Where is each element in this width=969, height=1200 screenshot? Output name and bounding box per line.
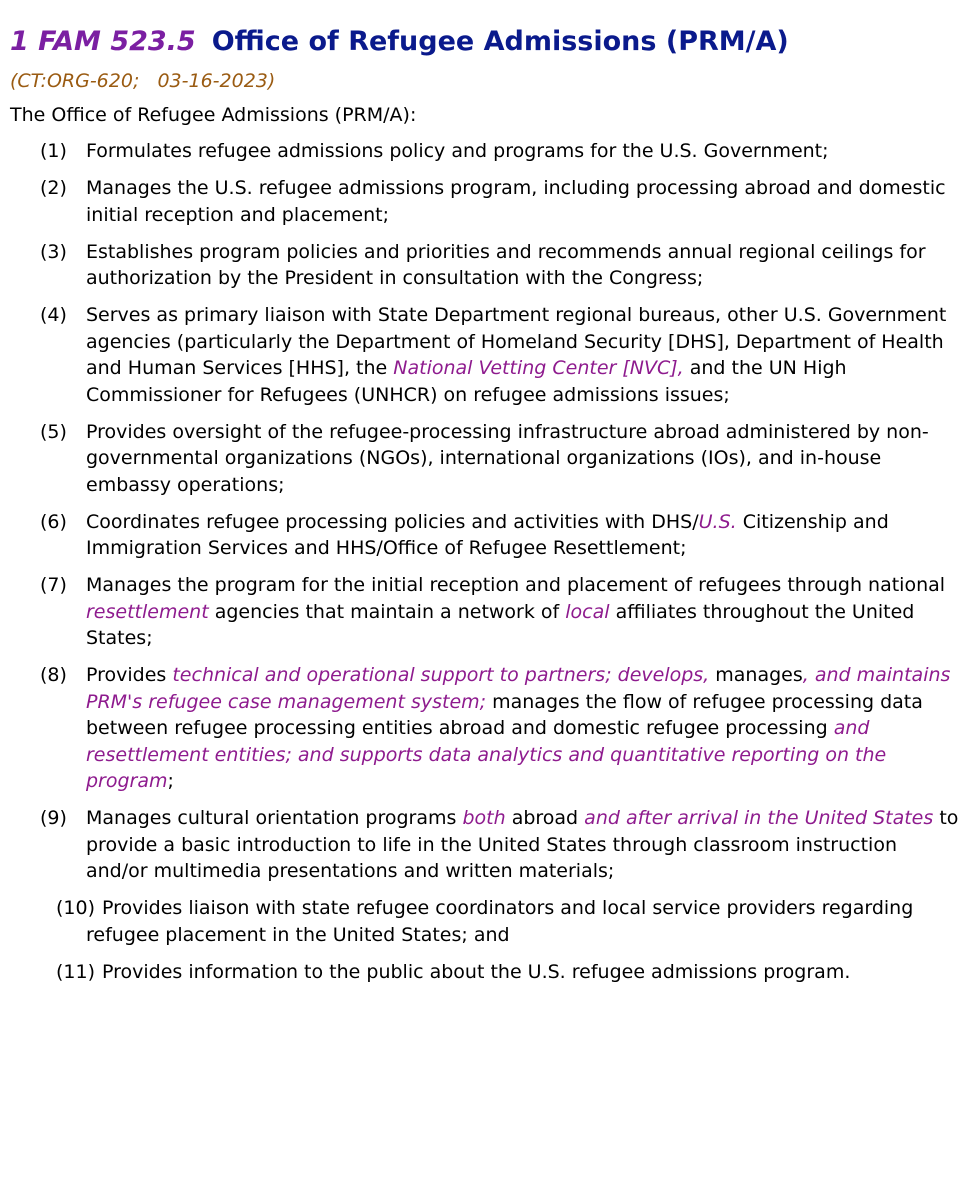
list-item [10,895,960,948]
section-heading [10,24,960,60]
list-item [10,302,960,408]
list-item-marker: (8) [40,664,67,686]
list-item-marker: (4) [40,304,67,326]
item-text-segment: abroad [505,807,585,829]
document-page [10,24,960,985]
list-item [10,959,960,986]
item-text-segment: Coordinates refugee processing policies and activities with DHS/ [86,510,699,533]
item-text-segment: Provides [86,664,173,686]
amended-text: resettlement [86,600,209,623]
item-text-segment: Manages the U.S. refugee admissions program, including processing abroad and domestic initial reception and placement; [86,177,946,226]
item-text-segment: Provides liaison with state refugee coordinators and local service providers regarding refugee placement in the United States; and [86,897,914,946]
list-item-text [102,961,850,983]
item-text-segment: manages the flow of refugee processing data between refugee processing entities abroad and domestic refugee processing [86,690,923,739]
list-item-text [86,897,913,946]
amended-text: both [462,807,506,829]
list-item [10,138,960,165]
list-item-text [86,807,958,882]
list-item-text [86,140,829,162]
list-item-text [86,511,889,560]
list-item [10,572,960,652]
list-item-marker: (10) [56,897,96,919]
item-text-segment: Manages the program for the initial reception and placement of refugees through national [86,574,946,596]
item-text-segment: to provide a basic introduction to life in the United States through classroom instruction and/or multimedia presentations and written materials; [86,807,959,882]
item-text-segment: ; [167,770,174,792]
item-text-segment: Provides oversight of the refugee-processing infrastructure abroad administered by non-governmental organizations (NGOs), international organizations (IOs), and in-house embassy operations; [86,420,929,496]
item-text-segment: Establishes program policies and priorities and recommends annual regional ceilings for authorization by the President in consultation with the Congress; [86,240,926,289]
amended-text: technical and operational support to partners; develops, [172,664,710,686]
list-item-text [86,421,929,496]
list-item-marker: (1) [40,140,67,162]
list-item [10,509,960,562]
list-item-text [86,664,950,792]
transmittal-note: (CT:ORG-620; 03-16-2023) [10,70,276,92]
list-item-marker: (3) [40,240,67,263]
list-item-marker: (9) [40,807,67,829]
section-title: Office of Refugee Admissions (PRM/A) [211,26,789,57]
amended-text: and resettlement entities; and supports data analytics and quantitative reporting on the program [86,717,887,792]
amended-text: National Vetting Center [NVC], [393,357,684,379]
item-text-segment: Formulates refugee admissions policy and programs for the U.S. Government; [86,140,829,162]
item-text-segment: Serves as primary liaison with State Department regional bureaus, other U.S. Government agencies (particularly the Department of Homeland Security [DHS], Department of Health and Human Services [HHS], the [86,304,947,379]
list-item [10,662,960,795]
item-text-segment: and the UN High Commissioner for Refugees (UNHCR) on refugee admissions issues; [86,357,847,406]
item-text-segment: Provides information to the public about the U.S. refugee admissions program. [102,960,851,983]
list-item [10,805,960,885]
responsibilities-list [10,138,960,985]
list-item [10,175,960,228]
list-item-text [86,241,926,290]
list-item-text [86,574,945,649]
item-text-segment: Manages cultural orientation programs [86,807,463,829]
item-text-segment: manages [709,664,803,686]
list-item-marker: (11) [56,960,96,983]
list-item [10,419,960,499]
section-number: 1 FAM 523.5 [10,26,196,57]
list-item-text [86,304,946,406]
item-text-segment: agencies that maintain a network of [208,600,566,623]
intro-paragraph: The Office of Refugee Admissions (PRM/A): [10,104,417,126]
list-item-marker: (2) [40,177,67,199]
list-item [10,239,960,292]
amended-text: U.S. [698,510,737,533]
item-text-segment: Citizenship and Immigration Services and HHS/Office of Refugee Resettlement; [86,510,889,559]
amended-text: and after arrival in the United States [584,807,934,829]
list-item-marker: (5) [40,420,67,443]
item-text-segment: affiliates throughout the United States; [86,600,915,649]
list-item-marker: (6) [40,510,67,533]
list-item-text [86,177,946,226]
amended-text: local [565,600,610,623]
list-item-marker: (7) [40,574,67,596]
amended-text: , and maintains PRM's refugee case management system; [86,664,951,713]
